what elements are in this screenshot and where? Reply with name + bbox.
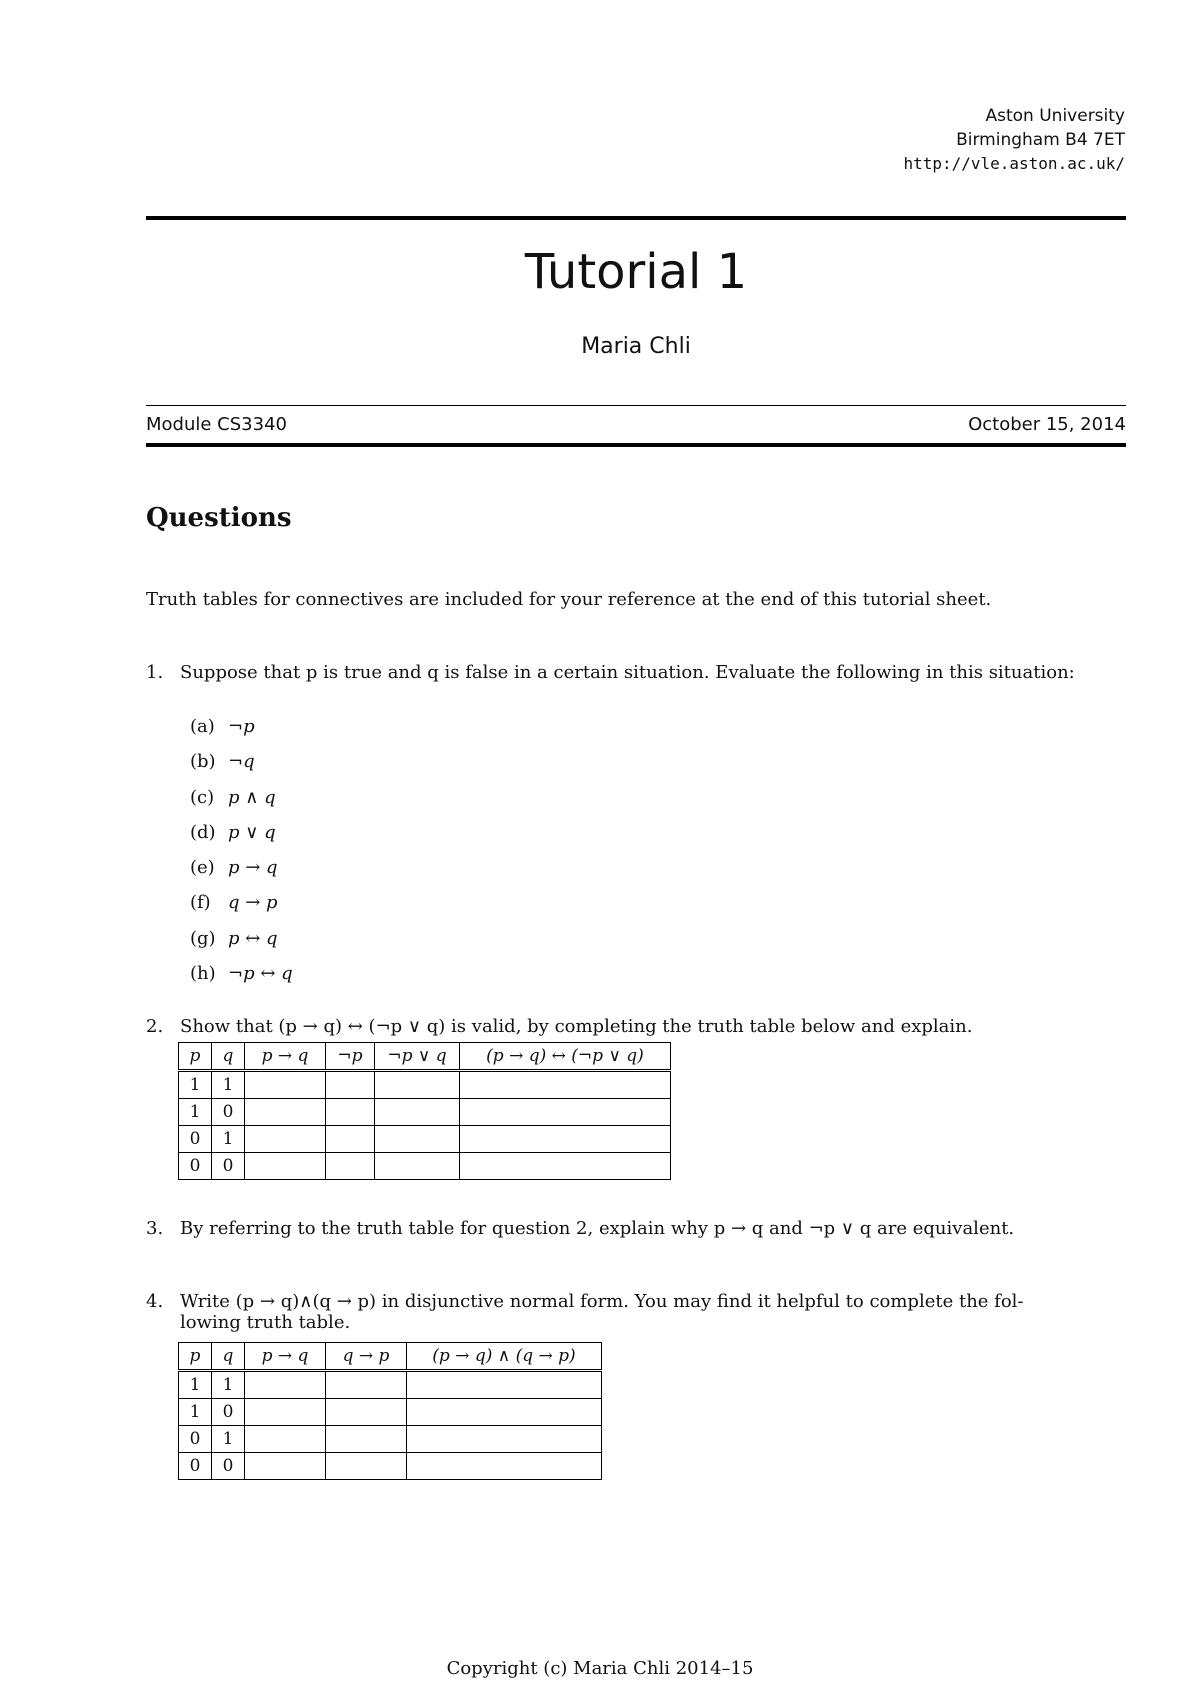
table-cell xyxy=(245,1099,326,1126)
table-cell xyxy=(460,1099,671,1126)
item-expression: p ∧ q xyxy=(228,786,276,808)
table-cell xyxy=(326,1126,375,1153)
table-cell xyxy=(245,1153,326,1180)
item-expression: p ↔ q xyxy=(228,927,278,949)
column-header: p → q xyxy=(245,1343,326,1371)
list-item xyxy=(190,857,293,892)
item-label: (d) xyxy=(190,821,216,843)
question-number: 4. xyxy=(146,1291,164,1312)
table-cell xyxy=(326,1399,407,1426)
column-header: ¬p xyxy=(326,1043,375,1071)
table-cell: 1 xyxy=(179,1099,212,1126)
address-line-2: Birmingham B4 7ET xyxy=(956,130,1125,150)
column-header: p xyxy=(179,1343,212,1371)
table-header-row xyxy=(179,1043,671,1071)
address-line-1: Aston University xyxy=(985,106,1125,126)
module-code: Module CS3340 xyxy=(146,414,287,435)
question-text: Suppose that p is true and q is false in a certain situation. Evaluate the following in this situation: xyxy=(180,662,1075,683)
date: October 15, 2014 xyxy=(968,414,1126,435)
column-header: ¬p ∨ q xyxy=(375,1043,460,1071)
table-cell: 0 xyxy=(212,1099,245,1126)
table-cell xyxy=(245,1071,326,1099)
table-row xyxy=(179,1126,671,1153)
table-row xyxy=(179,1371,602,1399)
table-header-row xyxy=(179,1343,602,1371)
table-row xyxy=(179,1399,602,1426)
table-cell xyxy=(245,1371,326,1399)
list-item xyxy=(190,892,293,927)
table-cell xyxy=(245,1126,326,1153)
table-cell: 0 xyxy=(179,1153,212,1180)
meta-rule xyxy=(146,443,1126,447)
item-expression: q → p xyxy=(228,892,278,914)
table-cell xyxy=(407,1426,602,1453)
table-row xyxy=(179,1071,671,1099)
list-item xyxy=(190,716,293,751)
table-cell: 1 xyxy=(212,1071,245,1099)
table-cell: 0 xyxy=(212,1399,245,1426)
table-cell xyxy=(326,1071,375,1099)
table-cell xyxy=(326,1099,375,1126)
question-text: Show that (p → q) ↔ (¬p ∨ q) is valid, by completing the truth table below and explain. xyxy=(180,1016,973,1037)
table-row xyxy=(179,1099,671,1126)
table-cell xyxy=(460,1153,671,1180)
table-cell xyxy=(460,1126,671,1153)
footer-copyright: Copyright (c) Maria Chli 2014–15 xyxy=(446,1658,754,1679)
list-item xyxy=(190,787,293,822)
table-cell: 0 xyxy=(212,1153,245,1180)
table-cell: 1 xyxy=(212,1126,245,1153)
item-expression: p ∨ q xyxy=(228,821,276,843)
item-expression: p → q xyxy=(228,857,278,879)
item-label: (g) xyxy=(190,927,216,949)
question-number: 2. xyxy=(146,1016,164,1037)
table-cell xyxy=(375,1099,460,1126)
list-item xyxy=(190,822,293,857)
top-rule xyxy=(146,216,1126,220)
page-title: Tutorial 1 xyxy=(524,244,748,300)
table-row xyxy=(179,1426,602,1453)
item-label: (h) xyxy=(190,963,216,985)
table-cell: 1 xyxy=(212,1426,245,1453)
table-cell xyxy=(326,1371,407,1399)
question-text: By referring to the truth table for question 2, explain why p → q and ¬p ∨ q are equivalent. xyxy=(180,1218,1015,1239)
table-cell xyxy=(326,1153,375,1180)
column-header: q → p xyxy=(326,1343,407,1371)
column-header: p → q xyxy=(245,1043,326,1071)
column-header: p xyxy=(179,1043,212,1071)
question-text-line-2: lowing truth table. xyxy=(180,1312,351,1333)
address-url: http://vle.aston.ac.uk/ xyxy=(903,154,1125,173)
table-cell xyxy=(245,1399,326,1426)
item-label: (e) xyxy=(190,857,215,879)
table-cell xyxy=(407,1371,602,1399)
list-item xyxy=(190,928,293,963)
item-label: (b) xyxy=(190,751,216,773)
section-heading: Questions xyxy=(146,503,292,533)
table-cell: 1 xyxy=(179,1071,212,1099)
item-label: (a) xyxy=(190,716,215,737)
item-expression: ¬q xyxy=(228,751,255,773)
table-cell xyxy=(407,1453,602,1480)
table-cell: 0 xyxy=(212,1453,245,1480)
column-header: q xyxy=(212,1343,245,1371)
table-row xyxy=(179,1453,602,1480)
header-rule xyxy=(146,405,1126,406)
truth-table-q2 xyxy=(178,1042,671,1180)
item-expression: ¬p xyxy=(228,716,255,737)
question-number: 3. xyxy=(146,1218,164,1239)
table-cell xyxy=(245,1426,326,1453)
item-expression: ¬p ↔ q xyxy=(228,963,293,985)
table-cell: 1 xyxy=(179,1399,212,1426)
table-cell xyxy=(375,1153,460,1180)
table-cell: 0 xyxy=(179,1426,212,1453)
table-cell: 1 xyxy=(212,1371,245,1399)
table-cell xyxy=(375,1126,460,1153)
table-cell xyxy=(375,1071,460,1099)
column-header: (p → q) ↔ (¬p ∨ q) xyxy=(460,1043,671,1071)
question-text xyxy=(180,1291,1126,1333)
list-item xyxy=(190,963,293,998)
table-cell: 1 xyxy=(179,1371,212,1399)
table-cell: 0 xyxy=(179,1453,212,1480)
table-row xyxy=(179,1153,671,1180)
address-block xyxy=(903,104,1125,176)
column-header: q xyxy=(212,1043,245,1071)
q1-sublist xyxy=(190,716,293,998)
item-label: (f) xyxy=(190,892,211,914)
module-meta xyxy=(146,414,1126,435)
column-header: (p → q) ∧ (q → p) xyxy=(407,1343,602,1371)
table-cell xyxy=(245,1453,326,1480)
list-item xyxy=(190,751,293,786)
table-cell xyxy=(326,1453,407,1480)
table-cell xyxy=(460,1071,671,1099)
intro-text: Truth tables for connectives are included for your reference at the end of this tutorial sheet. xyxy=(146,589,992,610)
question-text-line-1: Write (p → q)∧(q → p) in disjunctive normal form. You may find it helpful to complete the fol- xyxy=(180,1291,1024,1312)
author-name: Maria Chli xyxy=(581,334,691,359)
question-number: 1. xyxy=(146,662,164,683)
table-cell xyxy=(326,1426,407,1453)
table-cell: 0 xyxy=(179,1126,212,1153)
truth-table-q4 xyxy=(178,1342,602,1480)
table-cell xyxy=(407,1399,602,1426)
item-label: (c) xyxy=(190,786,215,808)
